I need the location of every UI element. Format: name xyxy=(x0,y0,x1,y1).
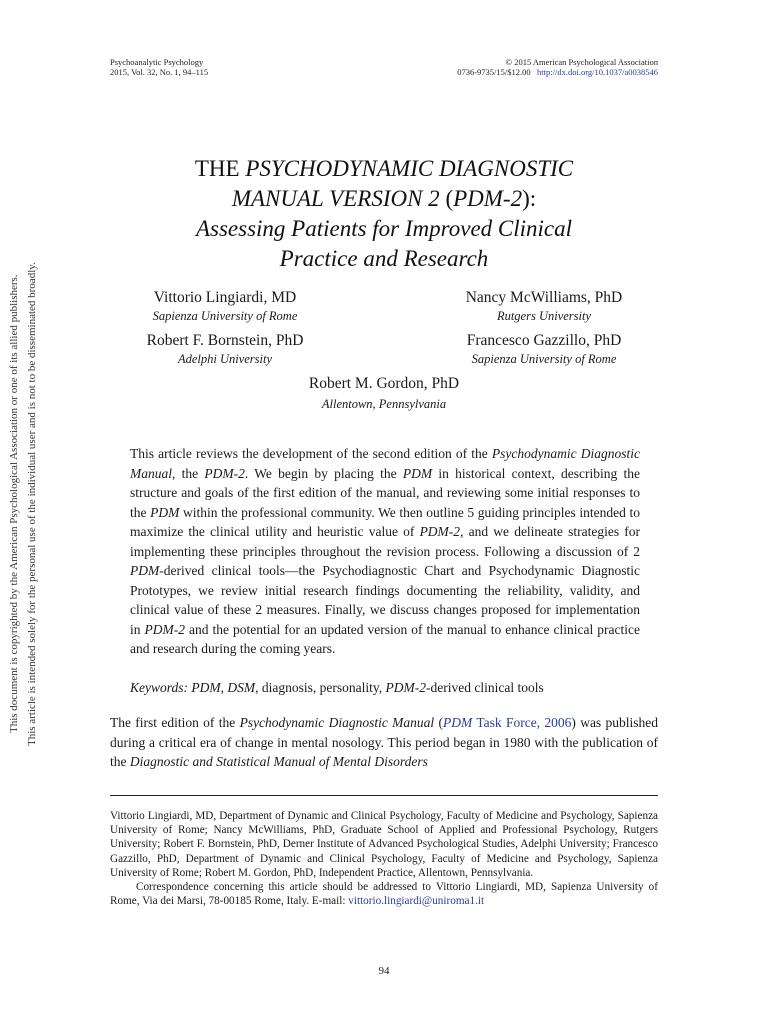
author-name: Nancy McWilliams, PhD xyxy=(465,289,623,306)
copyright-line: © 2015 American Psychological Association xyxy=(505,57,658,67)
author-name: Robert F. Bornstein, PhD xyxy=(146,332,304,349)
author-note-affiliations: Vittorio Lingiardi, MD, Department of Dynamic and Clinical Psychology, Faculty of Medicine and Psychology, Sapienza University of Rome; Nancy McWilliams, PhD, Graduate School of Applied and Professional Psychology, Rutgers University; Robert F. Bornstein, PhD, Derner Institute of Advanced Psychological Studies, Adelphi University; Francesco Gazzillo, PhD, Department of Dynamic and Clinical Psychology, Faculty of Medicine and Psychology, Sapienza University of Rome; Robert M. Gordon, PhD, Independent Practice, Allentown, Pennsylvania. xyxy=(110,810,658,879)
title-line-3: Assessing Patients for Improved Clinical xyxy=(195,216,573,241)
volume-info: 2015, Vol. 32, No. 1, 94–115 xyxy=(110,67,209,77)
article-title xyxy=(110,154,658,274)
author-affiliation: Sapienza University of Rome xyxy=(152,309,298,323)
title-line-1: THE PSYCHODYNAMIC DIAGNOSTIC xyxy=(194,156,574,181)
keywords: Keywords: PDM, DSM, diagnosis, personality, PDM-2-derived clinical tools xyxy=(130,680,544,695)
journal-name: Psychoanalytic Psychology xyxy=(110,57,204,67)
author-name: Vittorio Lingiardi, MD xyxy=(153,289,297,306)
doi-link[interactable]: http://dx.doi.org/10.1037/a0038546 xyxy=(537,67,658,77)
title-line-2: MANUAL VERSION 2 (PDM-2): xyxy=(231,186,537,211)
author-name: Francesco Gazzillo, PhD xyxy=(466,332,622,349)
abstract: This article reviews the development of the second edition of the Psychodynamic Diagnostic Manual, the PDM-2. We begin by placing the PDM in historical context, describing the structure and goals of the first edition of the manual, and reviewing some initial responses to the PDM within the professional community. We then outline 5 guiding principles intended to maximize the clinical utility and heuristic value of PDM-2, and we delineate strategies for implementing these principles throughout the revision process. Following a discussion of 2 PDM-derived clinical tools—the Psychodiagnostic Chart and Psychodynamic Diagnostic Prototypes, we review initial research findings documenting the reliability, validity, and clinical value of these 2 measures. Finally, we discuss changes proposed for implementation in PDM-2 and the potential for an updated version of the manual to enhance clinical practice and research during the coming years. xyxy=(130,446,640,656)
citation-link[interactable]: PDM Task Force, 2006 xyxy=(443,715,572,730)
author-note xyxy=(110,809,658,908)
page-number: 94 xyxy=(378,965,390,977)
author-note-correspondence: Correspondence concerning this article should be addressed to Vittorio Lingiardi, MD, Sapienza University of Rome, Via dei Marsi, 78-00185 Rome, Italy. E-mail: vittorio.lingiardi@uniroma1.it xyxy=(110,881,658,908)
author-affiliation: Rutgers University xyxy=(496,309,592,323)
body-paragraph: The first edition of the Psychodynamic Diagnostic Manual (PDM Task Force, 2006) was published during a critical era of change in mental nosology. This period began in 1980 with the publication of the Diagnostic and Statistical Manual of Mental Disorders xyxy=(110,715,658,769)
keywords-label: Keywords: xyxy=(130,680,188,695)
issn: 0736-9735/15/$12.00 xyxy=(457,67,531,77)
running-header-left xyxy=(110,57,208,77)
title-line-4: Practice and Research xyxy=(279,246,489,271)
author-affiliation: Sapienza University of Rome xyxy=(471,352,617,366)
email-link[interactable]: vittorio.lingiardi@uniroma1.it xyxy=(348,895,485,908)
author-affiliation: Adelphi University xyxy=(177,352,273,366)
side-notice-line-2: This article is intended solely for the personal use of the individual user and is not to be disseminated broadly. xyxy=(26,262,38,746)
footnote-rule xyxy=(110,795,658,796)
side-notice-line-1: This document is copyrighted by the American Psychological Association or one of its allied publishers. xyxy=(8,274,20,733)
author-affiliation: Allentown, Pennsylvania xyxy=(321,397,447,411)
running-header-right xyxy=(457,57,658,77)
issn-doi-line xyxy=(457,67,658,77)
author-name: Robert M. Gordon, PhD xyxy=(308,375,460,392)
